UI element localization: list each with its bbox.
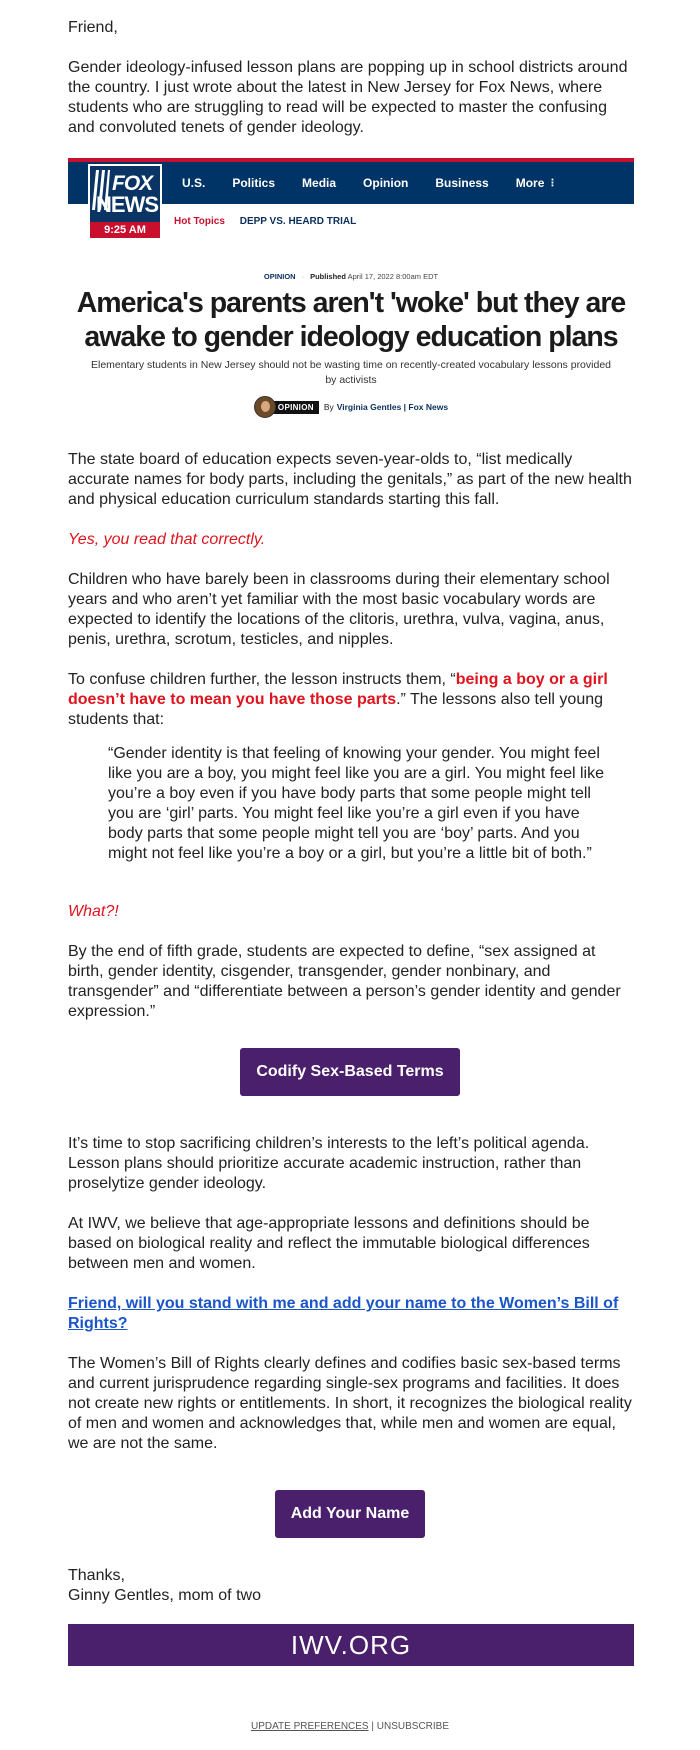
fox-nav-more[interactable] xyxy=(516,176,558,190)
callout-what: What?! xyxy=(68,903,119,920)
lesson-quote: “Gender identity is that feeling of knowing your gender. You might feel like you are a boy, you might feel like you are a girl. You might feel like you’re a boy even if you have body parts that some people might tell you are ‘girl’ parts. You might feel like you’re a girl even if you have body parts that some people might tell you are ‘boy’ parts. And you might not feel like you’re a boy or a girl, but you’re a little bit of both.” xyxy=(108,745,604,862)
p3-before: To confuse children further, the lesson instructs them, “ xyxy=(68,671,456,688)
fox-article-headline: America's parents aren't 'woke' but they are awake to gender ideology education plans xyxy=(76,287,626,353)
fox-article-meta xyxy=(68,272,634,281)
fox-logo-text-top: FOX xyxy=(112,172,153,195)
fox-hot-topics-label: Hot Topics xyxy=(174,216,225,227)
paragraph-womens-bill-of-rights: The Women’s Bill of Rights clearly defines and codifies basic sex-based terms and current jurisprudence regarding single-sex programs and facilities. It does not create new rights or entitlements. In short, it recognizes the biological reality of men and women and acknowledges that, while men and women are equal, we are not the same. xyxy=(68,1355,632,1452)
author-avatar-face xyxy=(261,401,270,412)
paragraph-board-of-education: The state board of education expects seven-year-olds to, “list medically accurate names for body parts, including the genitals,” as part of the new health and physical education curriculum standards starting this fall. xyxy=(68,451,632,508)
fox-nav-opinion[interactable]: Opinion xyxy=(363,176,409,190)
fox-hot-topics xyxy=(174,216,356,227)
fox-logo-text-bottom: NEWS xyxy=(96,192,158,217)
footer-separator: | xyxy=(368,1721,377,1732)
paragraph-fifth-grade: By the end of fifth grade, students are expected to define, “sex assigned at birth, gender identity, cisgender, transgender, gender nonbinary, and transgender” and “differentiate between a person’s gender identity and gender expression.” xyxy=(68,943,621,1020)
fox-meta-dot: · xyxy=(301,272,305,281)
add-your-name-button[interactable]: Add Your Name xyxy=(275,1490,425,1538)
fox-nav-politics[interactable]: Politics xyxy=(232,176,276,190)
fox-hot-topic-link[interactable]: DEPP VS. HEARD TRIAL xyxy=(239,216,357,227)
fox-nav-media[interactable]: Media xyxy=(302,176,337,190)
signature: Ginny Gentles, mom of two xyxy=(68,1587,261,1604)
fox-by-label: By xyxy=(323,402,334,412)
p3-highlight: being a boy or a girl doesn’t have to mean you have those parts xyxy=(68,671,608,708)
fox-byline xyxy=(68,396,634,418)
fox-published-date: April 17, 2022 8:00am EDT xyxy=(347,272,439,281)
womens-bill-of-rights-link[interactable]: Friend, will you stand with me and add your name to the Women’s Bill of Rights? xyxy=(68,1295,619,1332)
fox-article-subhead: Elementary students in New Jersey should not be wasting time on recently-created vocabulary lessons provided by activists xyxy=(90,359,612,386)
paragraph-children: Children who have barely been in classrooms during their elementary school years and who aren’t yet familiar with the most basic vocabulary words are expected to identify the locations of the clitoris, urethra, vulva, vagina, anus, penis, urethra, scrotum, testicles, and nipples. xyxy=(68,571,610,648)
fox-news-article-image[interactable] xyxy=(68,158,634,430)
fox-opinion-badge: OPINION xyxy=(273,401,319,414)
intro-paragraph: Gender ideology-infused lesson plans are popping up in school districts around the country. I just wrote about the latest in New Jersey for Fox News, where students who are struggling to read will be expected to master the confusing and convoluted tenets of gender ideology. xyxy=(68,59,628,136)
fox-nav-business[interactable]: Business xyxy=(435,176,489,190)
fox-section-tag[interactable]: OPINION xyxy=(263,272,296,281)
fox-nav-us[interactable]: U.S. xyxy=(182,176,206,190)
greeting: Friend, xyxy=(68,19,118,36)
update-preferences-link[interactable]: UPDATE PREFERENCES xyxy=(250,1721,369,1732)
fox-nav-items xyxy=(182,162,584,204)
paragraph-stop-sacrificing: It’s time to stop sacrificing children’s interests to the left’s political agenda. Lesson plans should prioritize accurate academic instruction, rather than proselytize gender ideology. xyxy=(68,1135,590,1192)
fox-nav-more-label: More xyxy=(515,176,545,190)
p3-after: .” The lessons also tell young students that: xyxy=(68,691,604,728)
paragraph-confuse-children xyxy=(68,670,634,730)
fox-news-logo-icon[interactable] xyxy=(88,164,162,240)
fox-author-link[interactable]: Virginia Gentles | Fox News xyxy=(336,402,449,412)
womens-bill-of-rights-link-wrap xyxy=(68,1294,634,1334)
fox-published-label: Published xyxy=(310,272,346,281)
author-avatar xyxy=(254,396,276,418)
codify-sex-based-terms-button[interactable]: Codify Sex-Based Terms xyxy=(240,1048,460,1096)
fox-logo-time: 9:25 AM xyxy=(90,222,160,238)
unsubscribe-link[interactable]: UNSUBSCRIBE xyxy=(376,1721,450,1732)
signoff: Thanks, xyxy=(68,1567,125,1584)
paragraph-iwv-belief: At IWV, we believe that age-appropriate lessons and definitions should be based on biological reality and reflect the immutable biological differences between men and women. xyxy=(68,1215,590,1272)
vertical-ellipsis-icon: ⋮ xyxy=(547,178,558,189)
footer-links xyxy=(0,1721,700,1732)
callout-read-correctly: Yes, you read that correctly. xyxy=(68,531,266,548)
iwv-banner[interactable]: IWV.ORG xyxy=(68,1624,634,1666)
